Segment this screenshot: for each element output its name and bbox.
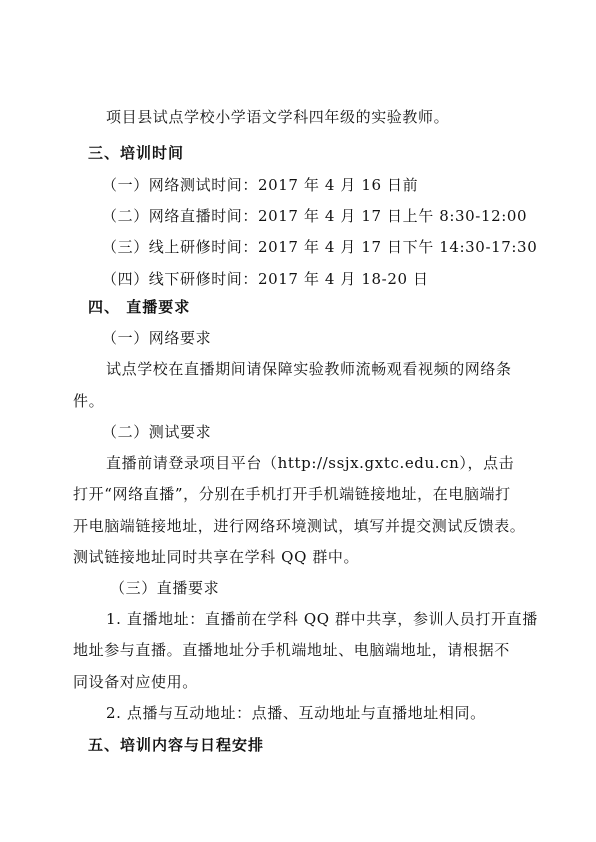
section-3-item-2: （二）网络直播时间：2017 年 4 月 17 日上午 8:30-12:00	[102, 207, 528, 225]
section-4-sub-2-line-1: 直播前请登录项目平台（http://ssjx.gxtc.edu.cn），点击	[106, 454, 515, 472]
section-4-sub-1-line-1: 试点学校在直播期间请保障实验教师流畅观看视频的网络条	[106, 360, 512, 378]
section-4-sub-2-title: （二）测试要求	[102, 423, 212, 441]
section-4-sub-1-title: （一）网络要求	[102, 329, 212, 347]
section-3-item-1: （一）网络测试时间：2017 年 4 月 16 日前	[102, 176, 419, 194]
section-5-heading: 五、培训内容与日程安排	[88, 736, 265, 754]
section-4-heading: 四、 直播要求	[88, 298, 191, 316]
section-4-sub-2-line-2: 打开“网络直播”，分别在手机打开手机端链接地址，在电脑端打	[73, 485, 511, 503]
section-4-sub-1-line-2: 件。	[73, 392, 105, 410]
section-3-item-3: （三）线上研修时间：2017 年 4 月 17 日下午 14:30-17:30	[102, 238, 538, 256]
section-4-sub-3-item-2: 2. 点播与互动地址：点播、互动地址与直播地址相同。	[106, 704, 486, 722]
section-4-sub-3-title: （三）直播要求	[110, 579, 220, 597]
section-4-sub-3-item-1-line-2: 地址参与直播。直播地址分手机端地址、电脑端地址，请根据不	[73, 641, 510, 659]
section-3-item-4: （四）线下研修时间：2017 年 4 月 18-20 日	[102, 270, 429, 288]
section-4-sub-2-line-3: 开电脑端链接地址，进行网络环境测试，填写并提交测试反馈表。	[73, 517, 526, 535]
section-4-sub-3-item-1-line-1: 1. 直播地址：直播前在学科 QQ 群中共享，参训人员打开直播	[106, 610, 538, 628]
section-4-sub-2-line-4: 测试链接地址同时共享在学科 QQ 群中。	[73, 548, 360, 566]
section-3-heading: 三、培训时间	[88, 144, 185, 162]
section-4-sub-3-item-1-line-3: 同设备对应使用。	[73, 673, 198, 691]
intro-line: 项目县试点学校小学语文学科四年级的实验教师。	[106, 108, 450, 126]
